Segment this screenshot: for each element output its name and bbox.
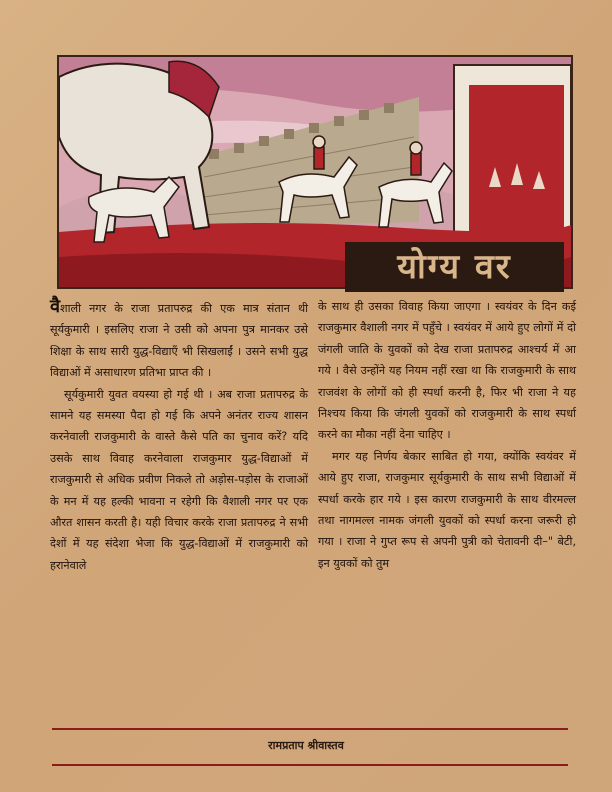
story-title: योग्य वर: [345, 242, 564, 292]
left-paragraph-1-text: शाली नगर के राजा प्रतापरुद्र की एक मात्र संतान थी सूर्यकुमारी । इसलिए राजा ने उसी को अपना पुत्र मानकर उसे शिक्षा के साथ सारी युद्ध-विद्याएँ भी सिखलाईं । उसने सभी युद्ध विद्याओं में असाधारण प्रतिभा प्राप्त की ।: [50, 302, 308, 380]
author-name: रामप्रताप श्रीवास्तव: [268, 739, 344, 752]
footer-rule-top: [52, 728, 568, 730]
footer-rule-bottom: [52, 764, 568, 766]
left-paragraph-2: सूर्यकुमारी युवत वयस्या हो गई थी । अब राजा प्रतापरुद्र के सामने यह समस्या पैदा हो गई कि अपने अनंतर राज्य शासन करनेवाली राजकुमारी के वास्ते कैसे पति का चुनाव करें? यदि उसके साथ विवाह करनेवाला राजकुमार युद्ध-विद्याओं में राजकुमारी से अधिक प्रवीण निकले तो अड़ोस-पड़ोस के राजाओं के मन में यह हल्की भावना न रहेगी कि वैशाली नगर पर एक औरत शासन करती है। यही विचार करके राजा प्रतापरुद्र ने सभी देशों में यह संदेशा भेजा कि युद्ध-विद्याओं में राजकुमारी को हरानेवाले: [50, 387, 308, 572]
drop-cap: वै: [50, 296, 61, 317]
right-paragraph-2: मगर यह निर्णय बेकार साबित हो गया, क्योंकि स्वयंवर में आये हुए राजा, राजकुमार सूर्यकुमारी के साथ सभी विद्याओं में स्पर्धा करके हार गये । इस कारण राजकुमारी के साथ वीरमल्ल तथा नागमल्ल नामक जंगली युवकों को स्पर्धा करना जरूरी हो गया । राजा ने गुप्त रूप से अपनी पुत्री को चेतावनी दी–" बेटी, इन युवकों को तुम: [318, 449, 576, 570]
right-column: [318, 296, 576, 574]
left-paragraph-1: [50, 296, 308, 384]
left-column: [50, 296, 308, 576]
right-paragraph-1: के साथ ही उसका विवाह किया जाएगा । स्वयंवर के दिन कई राजकुमार वैशाली नगर में पहुँचे । स्वयंवर में आये हुए लोगों में दो जंगली जाति के युवकों को देख राजा प्रतापरुद्र आश्चर्य में आ गये । वैसे उन्होंने यह नियम नहीं रखा था कि राजकुमारी के साथ राजवंश के लोगों को ही स्पर्धा करनी है, फिर भी राजा ने यह निश्चय किया कि जंगली युवकों को राजकुमारी के साथ स्पर्धा करने का मौका नहीं देना चाहिए ।: [318, 300, 576, 442]
